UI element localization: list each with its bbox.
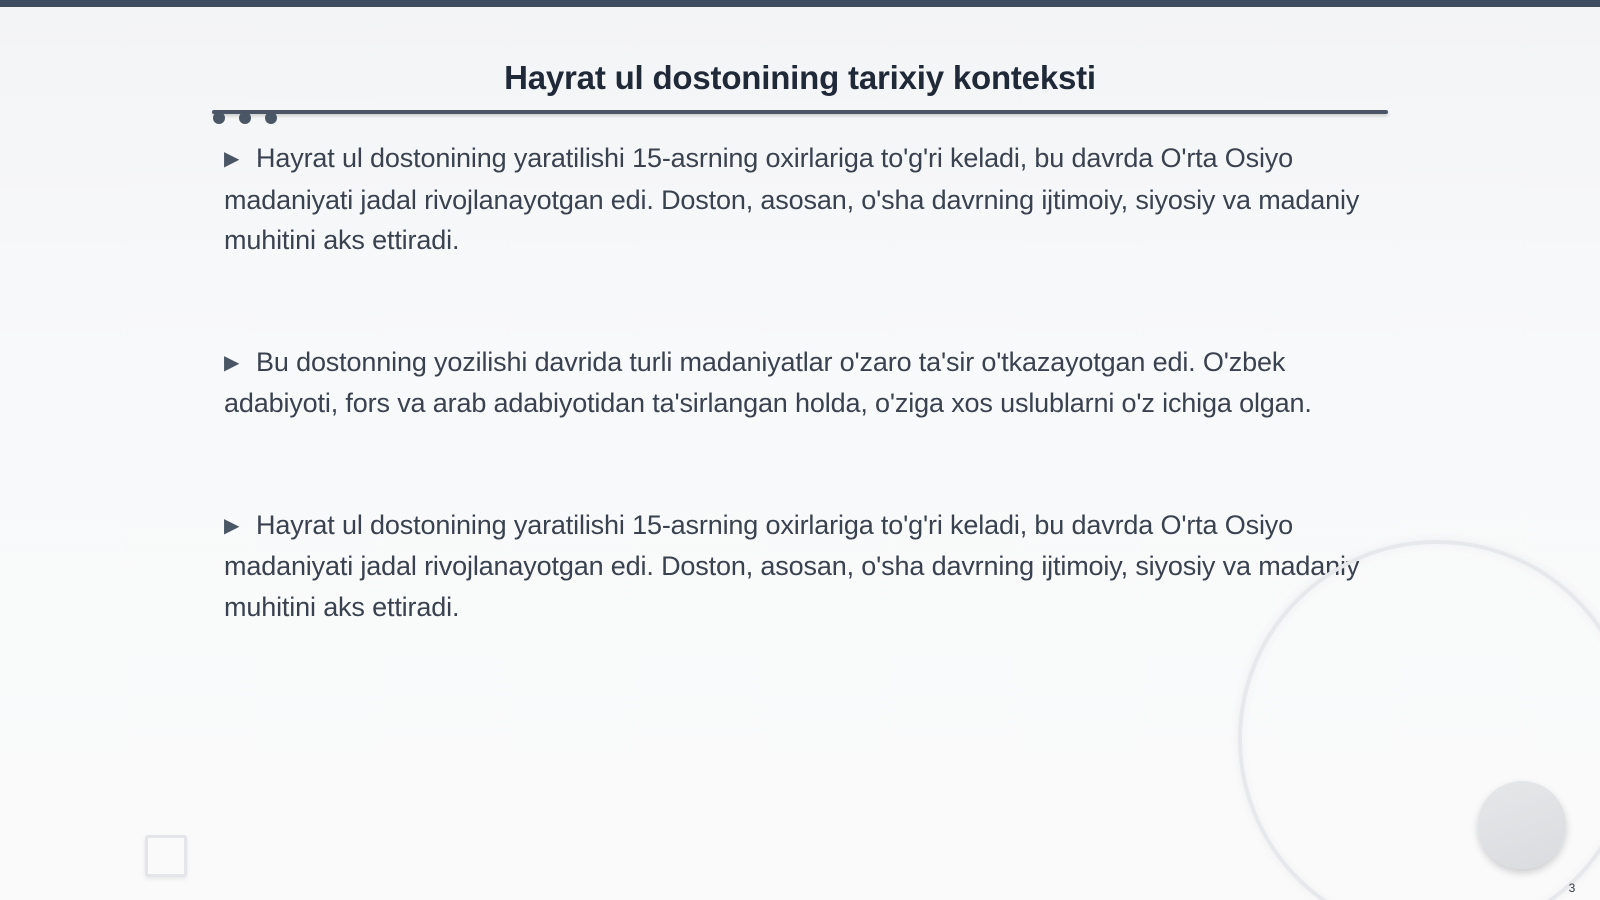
underline-dot (239, 112, 251, 124)
bullet-list (224, 138, 1374, 627)
bullet-text: Hayrat ul dostonining yaratilishi 15-asrning oxirlariga to'g'ri keladi, bu davrda O'rta Osiyo madaniyati jadal rivojlanayotgan edi. Doston, asosan, o'sha davrning ijtimoiy, siyosiy va madaniy muhitini aks ettiradi. (224, 143, 1360, 255)
slide-title: Hayrat ul dostonining tarixiy konteksti (504, 59, 1096, 96)
top-accent-bar (0, 0, 1600, 7)
triangle-bullet-icon: ▶ (224, 148, 240, 170)
underline-dot (213, 112, 225, 124)
triangle-bullet-icon: ▶ (224, 514, 240, 537)
page-number: 3 (1568, 881, 1576, 895)
underline-dot (265, 112, 277, 124)
bullet-text: Hayrat ul dostonining yaratilishi 15-asrning oxirlariga to'g'ri keladi, bu davrda O'rta Osiyo madaniyati jadal rivojlanayotgan edi. Doston, asosan, o'sha davrning ijtimoiy, siyosiy va madaniy muhitini aks ettiradi. (224, 509, 1360, 622)
bullet-item (224, 342, 1374, 424)
bullet-item (224, 138, 1374, 261)
bullet-item (224, 505, 1374, 628)
decorative-circle (1478, 781, 1566, 869)
triangle-bullet-icon: ▶ (224, 351, 240, 374)
decorative-square (145, 835, 187, 877)
bullet-text: Bu dostonning yozilishi davrida turli madaniyatlar o'zaro ta'sir o'tkazayotgan edi. O'zbek adabiyoti, fors va arab adabiyotidan ta'sirlangan holda, o'ziga xos uslublarni o'z ichiga olgan. (224, 346, 1312, 418)
title-underline (212, 110, 1388, 114)
